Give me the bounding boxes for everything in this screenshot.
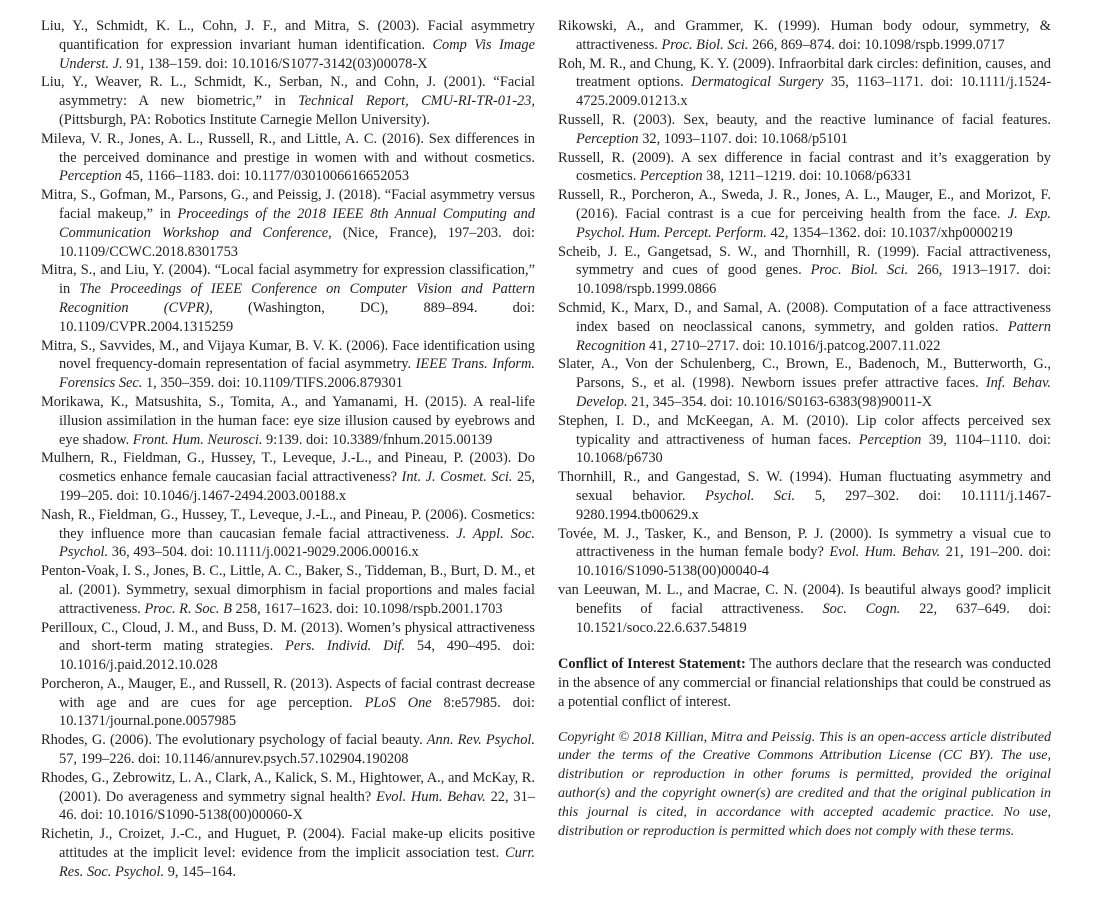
reference-entry: Perilloux, C., Cloud, J. M., and Buss, D. M. (2013). Women’s physical attractiveness and short-term mating strategies. Pers. Individ. Dif. 54, 490–495. doi: 10.1016/j.paid.2012.10.028 — [41, 619, 535, 674]
reference-entry: Mileva, V. R., Jones, A. L., Russell, R., and Little, A. C. (2016). Sex differences in the perceived dominance and prestige in women with and without cosmetics. Perception 45, 1166–1183. doi: 10.1177/0301006616652053 — [41, 130, 535, 185]
reference-entry: Mitra, S., and Liu, Y. (2004). “Local facial asymmetry for expression classification,” in The Proceedings of IEEE Conference on Computer Vision and Pattern Recognition (CVPR), (Washington, DC), 889–894. doi: 10.1109/CVPR.2004.1315259 — [41, 262, 535, 335]
reference-entry: Mitra, S., Gofman, M., Parsons, G., and Peissig, J. (2018). “Facial asymmetry versus facial makeup,” in Proceedings of the 2018 IEEE 8th Annual Computing and Communication Workshop and Conference, (Nice, France), 197–203. doi: 10.1109/CCWC.2018.8301753 — [41, 187, 535, 260]
conflict-heading: Conflict of Interest Statement: — [558, 656, 746, 673]
reference-entry: Russell, R., Porcheron, A., Sweda, J. R., Jones, A. L., Mauger, E., and Morizot, F. (2016). Facial contrast is a cue for perceiving health from the face. J. Exp. Psychol. Hum. Percept. Perform. 42, 1354–1362. doi: 10.1037/xhp0000219 — [558, 187, 1051, 241]
reference-entry: Rhodes, G., Zebrowitz, L. A., Clark, A., Kalick, S. M., Hightower, A., and McKay, R. (2001). Do averageness and symmetry signal health? Evol. Hum. Behav. 22, 31–46. doi: 10.1016/S1090-5138(00)00060-X — [41, 769, 535, 824]
conflict-of-interest-statement — [558, 655, 1051, 711]
copyright-notice: Copyright © 2018 Killian, Mitra and Peissig. This is an open-access article distributed under the terms of the Creative Commons Attribution License (CC BY). The use, distribution or reproduction in other forums is permitted, provided the original author(s) and the copyright owner(s) are credited and that the original publication in this journal is cited, in accordance with accepted academic practice. No use, distribution or reproduction is permitted which does not comply with these terms. — [558, 729, 1051, 839]
reference-entry: van Leeuwan, M. L., and Macrae, C. N. (2004). Is beautiful always good? implicit benefits of facial attractiveness. Soc. Cogn. 22, 637–649. doi: 10.1521/soco.22.6.637.54819 — [558, 581, 1051, 636]
reference-entry: Stephen, I. D., and McKeegan, A. M. (2010). Lip color affects perceived sex typicality and attractiveness of human faces. Perception 39, 1104–1110. doi: 10.1068/p6730 — [558, 412, 1052, 467]
reference-entry: Russell, R. (2009). A sex difference in facial contrast and it’s exaggeration by cosmetics. Perception 38, 1211–1219. doi: 10.1068/p6331 — [558, 149, 1051, 185]
reference-entry: Thornhill, R., and Gangestad, S. W. (1994). Human fluctuating asymmetry and sexual behavior. Psychol. Sci. 5, 297–302. doi: 10.1111/j.1467-9280.1994.tb00629.x — [558, 469, 1052, 523]
reference-entry: Nash, R., Fieldman, G., Hussey, T., Leveque, J.-L., and Pineau, P. (2006). Cosmetics: they influence more than caucasian female facial attractiveness. J. Appl. Soc. Psychol. 36, 493–504. doi: 10.1111/j.0021-9029.2006.00016.x — [41, 506, 536, 561]
reference-entry: Morikawa, K., Matsushita, S., Tomita, A., and Yamanami, H. (2015). A real-life illusion assimilation in the human face: eye size illusion caused by eyebrows and eye shadow. Front. Hum. Neurosci. 9:139. doi: 10.3389/fnhum.2015.00139 — [41, 393, 535, 448]
reference-entry: Tovée, M. J., Tasker, K., and Benson, P. J. (2000). Is symmetry a visual cue to attractiveness in the human female body? Evol. Hum. Behav. 21, 191–200. doi: 10.1016/S1090-5138(00)00040-4 — [558, 525, 1051, 580]
references-right-column — [558, 17, 1051, 841]
reference-entry: Scheib, J. E., Gangetsad, S. W., and Thornhill, R. (1999). Facial attractiveness, symmetry and cues of good genes. Proc. Biol. Sci. 266, 1913–1917. doi: 10.1098/rspb.1999.0866 — [558, 243, 1051, 298]
reference-entry: Liu, Y., Schmidt, K. L., Cohn, J. F., and Mitra, S. (2003). Facial asymmetry quantification for expression invariant human identification. Comp Vis Image Underst. J. 91, 138–159. doi: 10.1016/S1077-3142(03)00078-X — [41, 18, 535, 72]
reference-entry: Mitra, S., Savvides, M., and Vijaya Kumar, B. V. K. (2006). Face identification using novel frequency-domain representation of facial asymmetry. IEEE Trans. Inform. Forensics Sec. 1, 350–359. doi: 10.1109/TIFS.2006.879301 — [41, 337, 535, 392]
reference-entry: Liu, Y., Weaver, R. L., Schmidt, K., Serban, N., and Cohn, J. (2001). “Facial asymmetry: A new biometric,” in Technical Report, CMU-RI-TR-01-23, (Pittsburgh, PA: Robotics Institute Carnegie Mellon University). — [41, 74, 535, 128]
reference-entry: Roh, M. R., and Chung, K. Y. (2009). Infraorbital dark circles: definition, causes, and treatment options. Dermatogical Surgery 35, 1163–1171. doi: 10.1111/j.1524-4725.2009.01213.x — [558, 55, 1052, 110]
reference-entry: Schmid, K., Marx, D., and Samal, A. (2008). Computation of a face attractiveness index based on neoclassical canons, symmetry, and golden ratios. Pattern Recognition 41, 2710–2717. doi: 10.1016/j.patcog.2007.11.022 — [558, 299, 1051, 354]
reference-entry: Rhodes, G. (2006). The evolutionary psychology of facial beauty. Ann. Rev. Psychol. 57, 199–226. doi: 10.1146/annurev.psych.57.102904.190208 — [41, 732, 535, 768]
references-left-column — [41, 17, 535, 882]
reference-entry: Rikowski, A., and Grammer, K. (1999). Human body odour, symmetry, & attractiveness. Proc. Biol. Sci. 266, 869–874. doi: 10.1098/rspb.1999.0717 — [558, 18, 1051, 53]
reference-entry: Penton-Voak, I. S., Jones, B. C., Little, A. C., Baker, S., Tiddeman, B., Burt, D. M., et al. (2001). Symmetry, sexual dimorphism in facial proportions and males facial attractiveness. Proc. R. Soc. B 258, 1617–1623. doi: 10.1098/rspb.2001.1703 — [41, 563, 535, 617]
reference-entry: Russell, R. (2003). Sex, beauty, and the reactive luminance of facial features. Perception 32, 1093–1107. doi: 10.1068/p5101 — [558, 111, 1051, 147]
reference-entry: Porcheron, A., Mauger, E., and Russell, R. (2013). Aspects of facial contrast decrease with age and are cues for age perception. PLoS One 8:e57985. doi: 10.1371/journal.pone.0057985 — [41, 675, 535, 730]
reference-entry: Richetin, J., Croizet, J.-C., and Huguet, P. (2004). Facial make-up elicits positive attitudes at the implicit level: evidence from the implicit association test. Curr. Res. Soc. Psychol. 9, 145–164. — [41, 826, 535, 880]
reference-entry: Mulhern, R., Fieldman, G., Hussey, T., Leveque, J.-L., and Pineau, P. (2003). Do cosmetics enhance female caucasian facial attractiveness? Int. J. Cosmet. Sci. 25, 199–205. doi: 10.1046/j.1467-2494.2003.00188.x — [41, 450, 535, 504]
conflict-text: The authors declare that the research was conducted in the absence of any commercial or financial relationships that could be construed as a potential conflict of interest. — [558, 656, 1051, 710]
reference-entry: Slater, A., Von der Schulenberg, C., Brown, E., Badenoch, M., Butterworth, G., Parsons, S., et al. (1998). Newborn issues prefer attractive faces. Inf. Behav. Develop. 21, 345–354. doi: 10.1016/S0163-6383(98)90011-X — [558, 356, 1051, 410]
